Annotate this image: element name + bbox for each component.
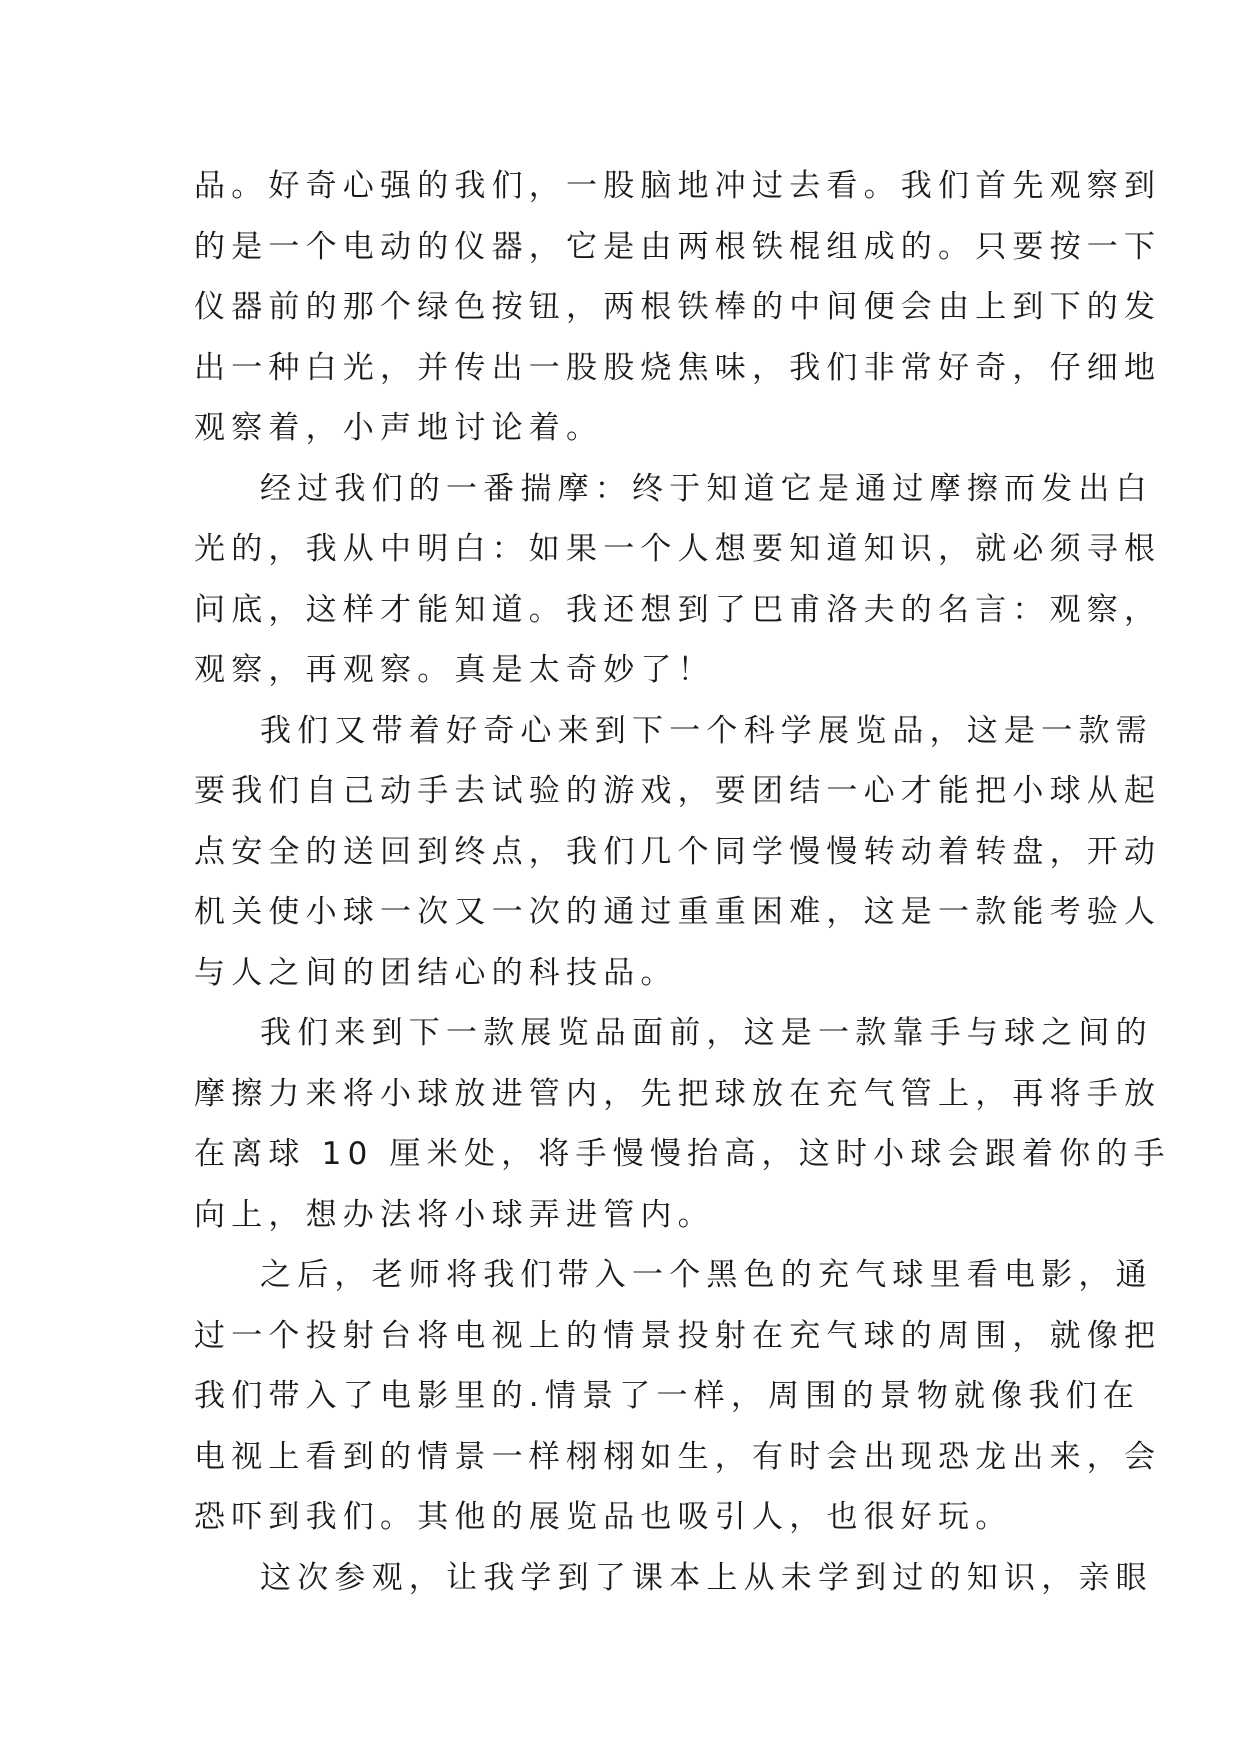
paragraph-start-line: 之后，老师将我们带入一个黑色的充气球里看电影，通 (260, 1257, 1153, 1293)
text-line: 向上，想办法将小球弄进管内。 (194, 1196, 715, 1233)
text-line: 与人之间的团结心的科技品。 (194, 954, 678, 991)
text-line: 过一个投射台将电视上的情景投射在充气球的周围，就像把 (194, 1317, 1162, 1354)
text-line: 观察着，小声地讨论着。 (194, 410, 604, 446)
text-line: 点安全的送回到终点，我们几个同学慢慢转动着转盘，开动 (194, 833, 1162, 870)
paragraph-start-line: 我们又带着好奇心来到下一个科学展览品，这是一款需 (260, 712, 1153, 749)
text-line: 恐吓到我们。其他的展览品也吸引人，也很好玩。 (194, 1499, 1013, 1535)
paragraph-start-line: 经过我们的一番揣摩：终于知道它是通过摩擦而发出白 (260, 470, 1153, 507)
text-line: 观察，再观察。真是太奇妙了！ (194, 652, 715, 688)
text-line: 光的，我从中明白：如果一个人想要知道知识，就必须寻根 (194, 531, 1162, 567)
text-line: 品。好奇心强的我们，一股脑地冲过去看。我们首先观察到 (194, 168, 1162, 204)
text-line: 出一种白光，并传出一股股烧焦味，我们非常好奇，仔细地 (194, 349, 1162, 386)
text-line: 我们带入了电影里的.情景了一样，周围的景物就像我们在 (194, 1378, 1141, 1414)
text-line: 摩擦力来将小球放进管内，先把球放在充气管上，再将手放 (194, 1075, 1162, 1112)
text-line: 在离球 10 厘米处，将手慢慢抬高，这时小球会跟着你的手 (194, 1136, 1171, 1172)
text-line: 的是一个电动的仪器，它是由两根铁棍组成的。只要按一下 (194, 228, 1162, 265)
paragraph-start-line: 我们来到下一款展览品面前，这是一款靠手与球之间的 (260, 1015, 1153, 1051)
text-line: 电视上看到的情景一样栩栩如生，有时会出现恐龙出来，会 (194, 1438, 1162, 1475)
paragraph-start-line: 这次参观，让我学到了课本上从未学到过的知识，亲眼 (260, 1559, 1153, 1596)
text-line: 仪器前的那个绿色按钮，两根铁棒的中间便会由上到下的发 (194, 289, 1162, 325)
text-line: 要我们自己动手去试验的游戏，要团结一心才能把小球从起 (194, 773, 1162, 809)
essay-body (194, 156, 1171, 1608)
text-line: 问底，这样才能知道。我还想到了巴甫洛夫的名言：观察， (194, 591, 1162, 628)
text-line: 机关使小球一次又一次的通过重重困难，这是一款能考验人 (194, 894, 1162, 930)
